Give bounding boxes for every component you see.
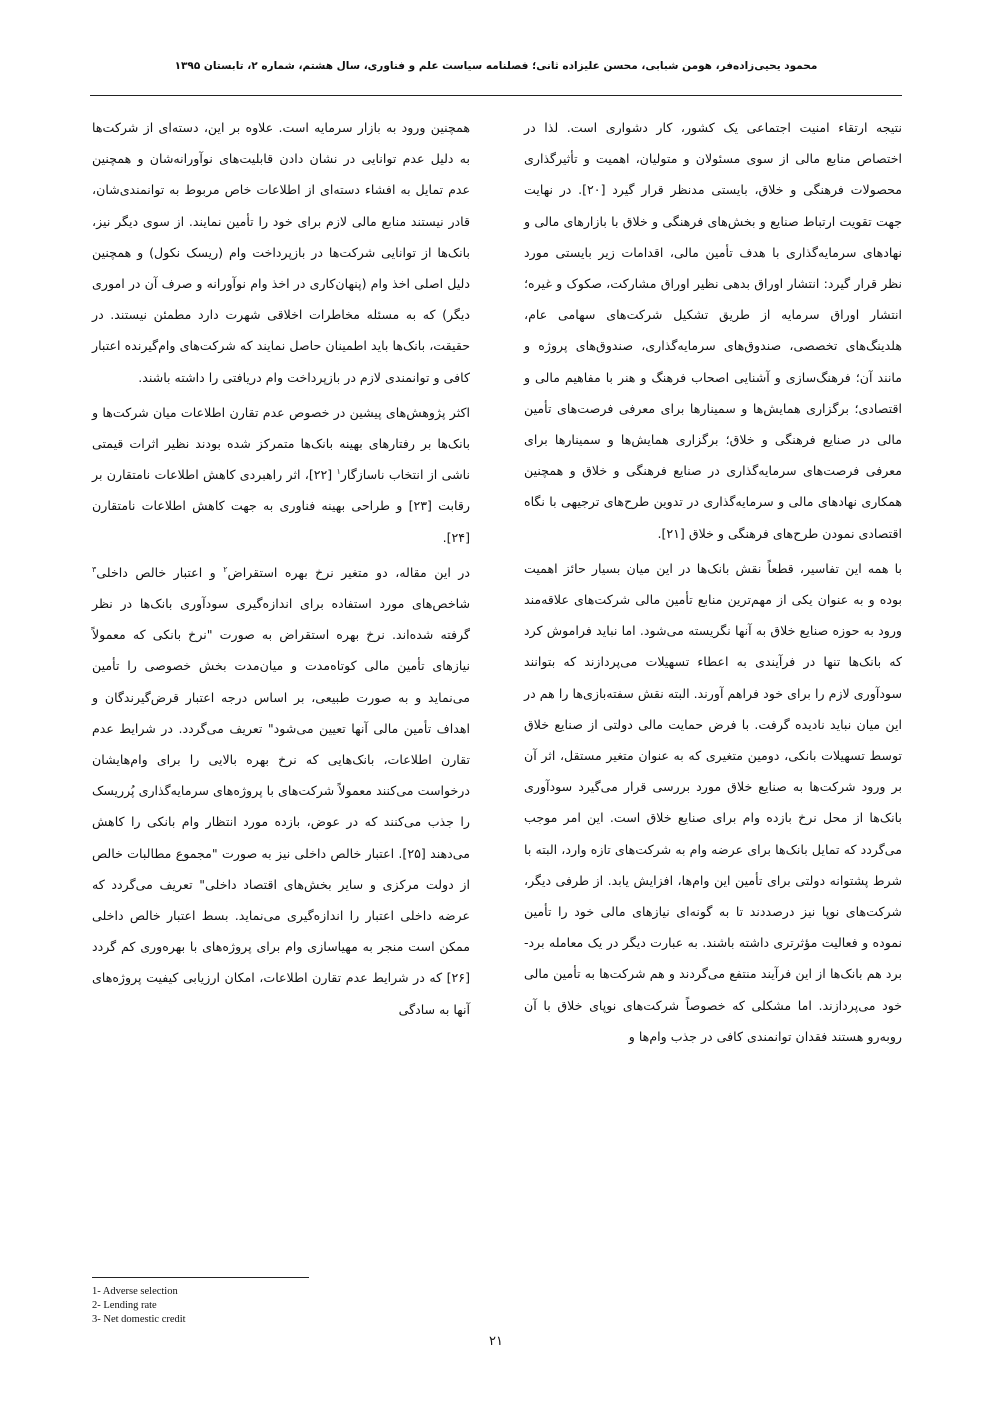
- paragraph-text: شاخص‌های مورد استفاده برای اندازه‌گیری سودآوری بانک‌ها در نظر گرفته شده‌اند. نرخ بهره استقراض به صورت "نرخ بانکی که معمولاً نیازهای تأمین مالی کوتاه‌مدت و میان‌مدت بخش خصوصی را تأمین می‌نماید و به صورت طبیعی، بر اساس درجه اعتبار قرض‌گیرندگان و اهداف تأمین مالی آنها تعیین می‌شود" تعریف می‌گردد. در شرایط عدم تقارن اطلاعات، بانک‌هایی که نرخ بهره بالایی را برای وام‌هایشان درخواست می‌کنند معمولاً شرکت‌های با پروژه‌های سرمایه‌گذاری پُرریسک را جذب می‌کنند که در عوض، بازده مورد انتظار وام بانکی را کاهش می‌دهند [۲۵]. اعتبار خالص داخلی نیز به صورت "مجموع مطالبات خالص از دولت مرکزی و سایر بخش‌های اقتصاد داخلی" تعریف می‌گردد که عرضه داخلی اعتبار را اندازه‌گیری می‌نماید. بسط اعتبار خالص داخلی ممکن است منجر به مهیاسازی وام برای پروژه‌های با بهره‌وری کم گردد [۲۶] که در شرایط عدم تقارن اطلاعات، امکان ارزیابی کیفیت پروژه‌های آنها به سادگی: [92, 596, 470, 1017]
- right-column: [524, 112, 902, 1056]
- footnote: 1- Adverse selection: [92, 1286, 178, 1297]
- paragraph-text: و اعتبار خالص داخلی: [96, 564, 224, 580]
- paragraph-text: اکثر پژوهش‌های پیشین در خصوص عدم تقارن اطلاعات میان شرکت‌ها و بانک‌ها بر رفتارهای بهینه بانک‌ها متمرکز شده بودند نظیر اثرات قیمتی ناشی از انتخاب ناسازگار: [92, 404, 470, 483]
- paragraph: [92, 397, 470, 553]
- footnote-ref: ۲: [223, 564, 228, 574]
- paragraph: نتیجه ارتقاء امنیت اجتماعی یک کشور، کار دشواری است. لذا در اختصاص منابع مالی از سوی مسئولان و متولیان، اهمیت و تأثیرگذاری محصولات فرهنگی و خلاق، بایستی مدنظر قرار گیرد [۲۰]. در نهایت جهت تقویت ارتباط صنایع و بخش‌های فرهنگی و خلاق با بازارهای مالی و نهادهای سرمایه‌گذاری با هدف تأمین مالی، اقدامات زیر بایستی مورد نظر قرار گیرد: انتشار اوراق بدهی نظیر اوراق مشارکت، صکوک و غیره؛ انتشار اوراق سرمایه از طریق تشکیل شرکت‌های سهامی عام، هلدینگ‌های تخصصی، صندوق‌های سرمایه‌گذاری، صندوق‌های پروژه و مانند آن؛ فرهنگ‌سازی و آشنایی اصحاب فرهنگ و هنر با مفاهیم مالی و اقتصادی؛ برگزاری همایش‌ها و سمینارها برای معرفی فرصت‌های تأمین مالی در صنایع فرهنگی و خلاق؛ برگزاری همایش‌ها و سمینارها برای معرفی فرصت‌های سرمایه‌گذاری در صنایع فرهنگی و خلاق و همچنین همکاری نهادهای مالی و سرمایه‌گذاری در تدوین طرح‌های ترجیهی با نگاه اقتصادی نمودن طرح‌های فرهنگی و خلاق [۲۱].: [524, 120, 902, 541]
- footnote-ref: ۱: [336, 467, 341, 477]
- footnote-rule: [92, 1277, 309, 1278]
- footnote-ref: ۳: [92, 564, 97, 574]
- page-number: ۲۱: [489, 1334, 503, 1349]
- paragraph: با همه این تفاسیر، قطعاً نقش بانک‌ها در این میان بسیار حائز اهمیت بوده و به عنوان یکی از مهم‌ترین منابع تأمین مالی شرکت‌های علاقه‌مند ورود به حوزه صنایع خلاق به آنها نگریسته می‌شود. اما نباید فراموش کرد که بانک‌ها تنها در فرآیندی به اعطاء تسهیلات می‌پردازند که بتوانند سودآوری لازم را برای خود فراهم آورند. البته نقش سفته‌بازی‌ها را هم در این میان نباید نادیده گرفت. با فرض حمایت مالی دولتی از صنایع خلاق توسط تسهیلات بانکی، دومین متغیری که به عنوان متغیر مستقل، اثر آن بر ورود شرکت‌ها به صنایع خلاق مورد بررسی قرار می‌گیرد سودآوری بانک‌ها از محل نرخ بازده وام برای صنایع خلاق است. این امر موجب می‌گردد که تمایل بانک‌ها برای عرضه وام به شرکت‌های تازه وارد، البته با شرط پشتوانه دولتی برای تأمین این وام‌ها، افزایش یابد. از طرفی دیگر، شرکت‌های نوپا نیز درصددند تا به گونه‌ای نیازهای مالی خود را تأمین نموده و فعالیت مؤثرتری داشته باشند. به عبارت دیگر در یک معامله برد-برد هم بانک‌ها از این فرآیند منتفع می‌گردند و هم شرکت‌ها به تأمین مالی خود می‌پردازند. اما مشکلی که خصوصاً شرکت‌های نوپای خلاق با آن روبه‌رو هستند فقدان توانمندی کافی در جذب وام‌ها و: [524, 560, 902, 1044]
- left-column: [92, 112, 470, 1029]
- running-header: محمود یحیی‌زاده‌فر، هومن شبابی، محسن علیزاده ثانی؛ فصلنامه سیاست علم و فناوری، سال هشتم، شماره ۲، تابستان ۱۳۹۵: [174, 60, 818, 72]
- footnotes: [92, 1285, 392, 1327]
- paragraph: [92, 557, 470, 1025]
- paragraph-text: در این مقاله، دو متغیر نرخ بهره استقراض: [227, 564, 470, 580]
- footnote: 3- Net domestic credit: [92, 1314, 186, 1325]
- footnote: 2- Lending rate: [92, 1300, 157, 1311]
- paragraph-text: [۲۲]، اثر راهبردی کاهش اطلاعات نامتقارن بر رقابت [۲۳] و طراحی بهینه فناوری به جهت کاهش اطلاعات نامتقارن [۲۴].: [92, 467, 470, 545]
- paragraph: همچنین ورود به بازار سرمایه است. علاوه بر این، دسته‌ای از شرکت‌ها به دلیل عدم توانایی در نشان دادن قابلیت‌های نوآورانه‌شان و همچنین عدم تمایل به افشاء دسته‌ای از اطلاعات خاص مربوط به توانمندی‌شان، قادر نیستند منابع مالی لازم برای خود را تأمین نمایند. از سوی دیگر نیز، بانک‌ها از توانایی شرکت‌ها در بازپرداخت وام (ریسک نکول) و همچنین دلیل اصلی اخذ وام (پنهان‌کاری در اخذ وام نوآورانه و صرف آن در اموری دیگر) که به مسئله مخاطرات اخلاقی شهرت دارد مطمئن نیستند. در حقیقت، بانک‌ها باید اطمینان حاصل نمایند که شرکت‌های وام‌گیرنده اعتبار کافی و توانمندی لازم در بازپرداخت وام دریافتی را داشته باشند.: [92, 120, 470, 385]
- header-rule: [90, 95, 902, 96]
